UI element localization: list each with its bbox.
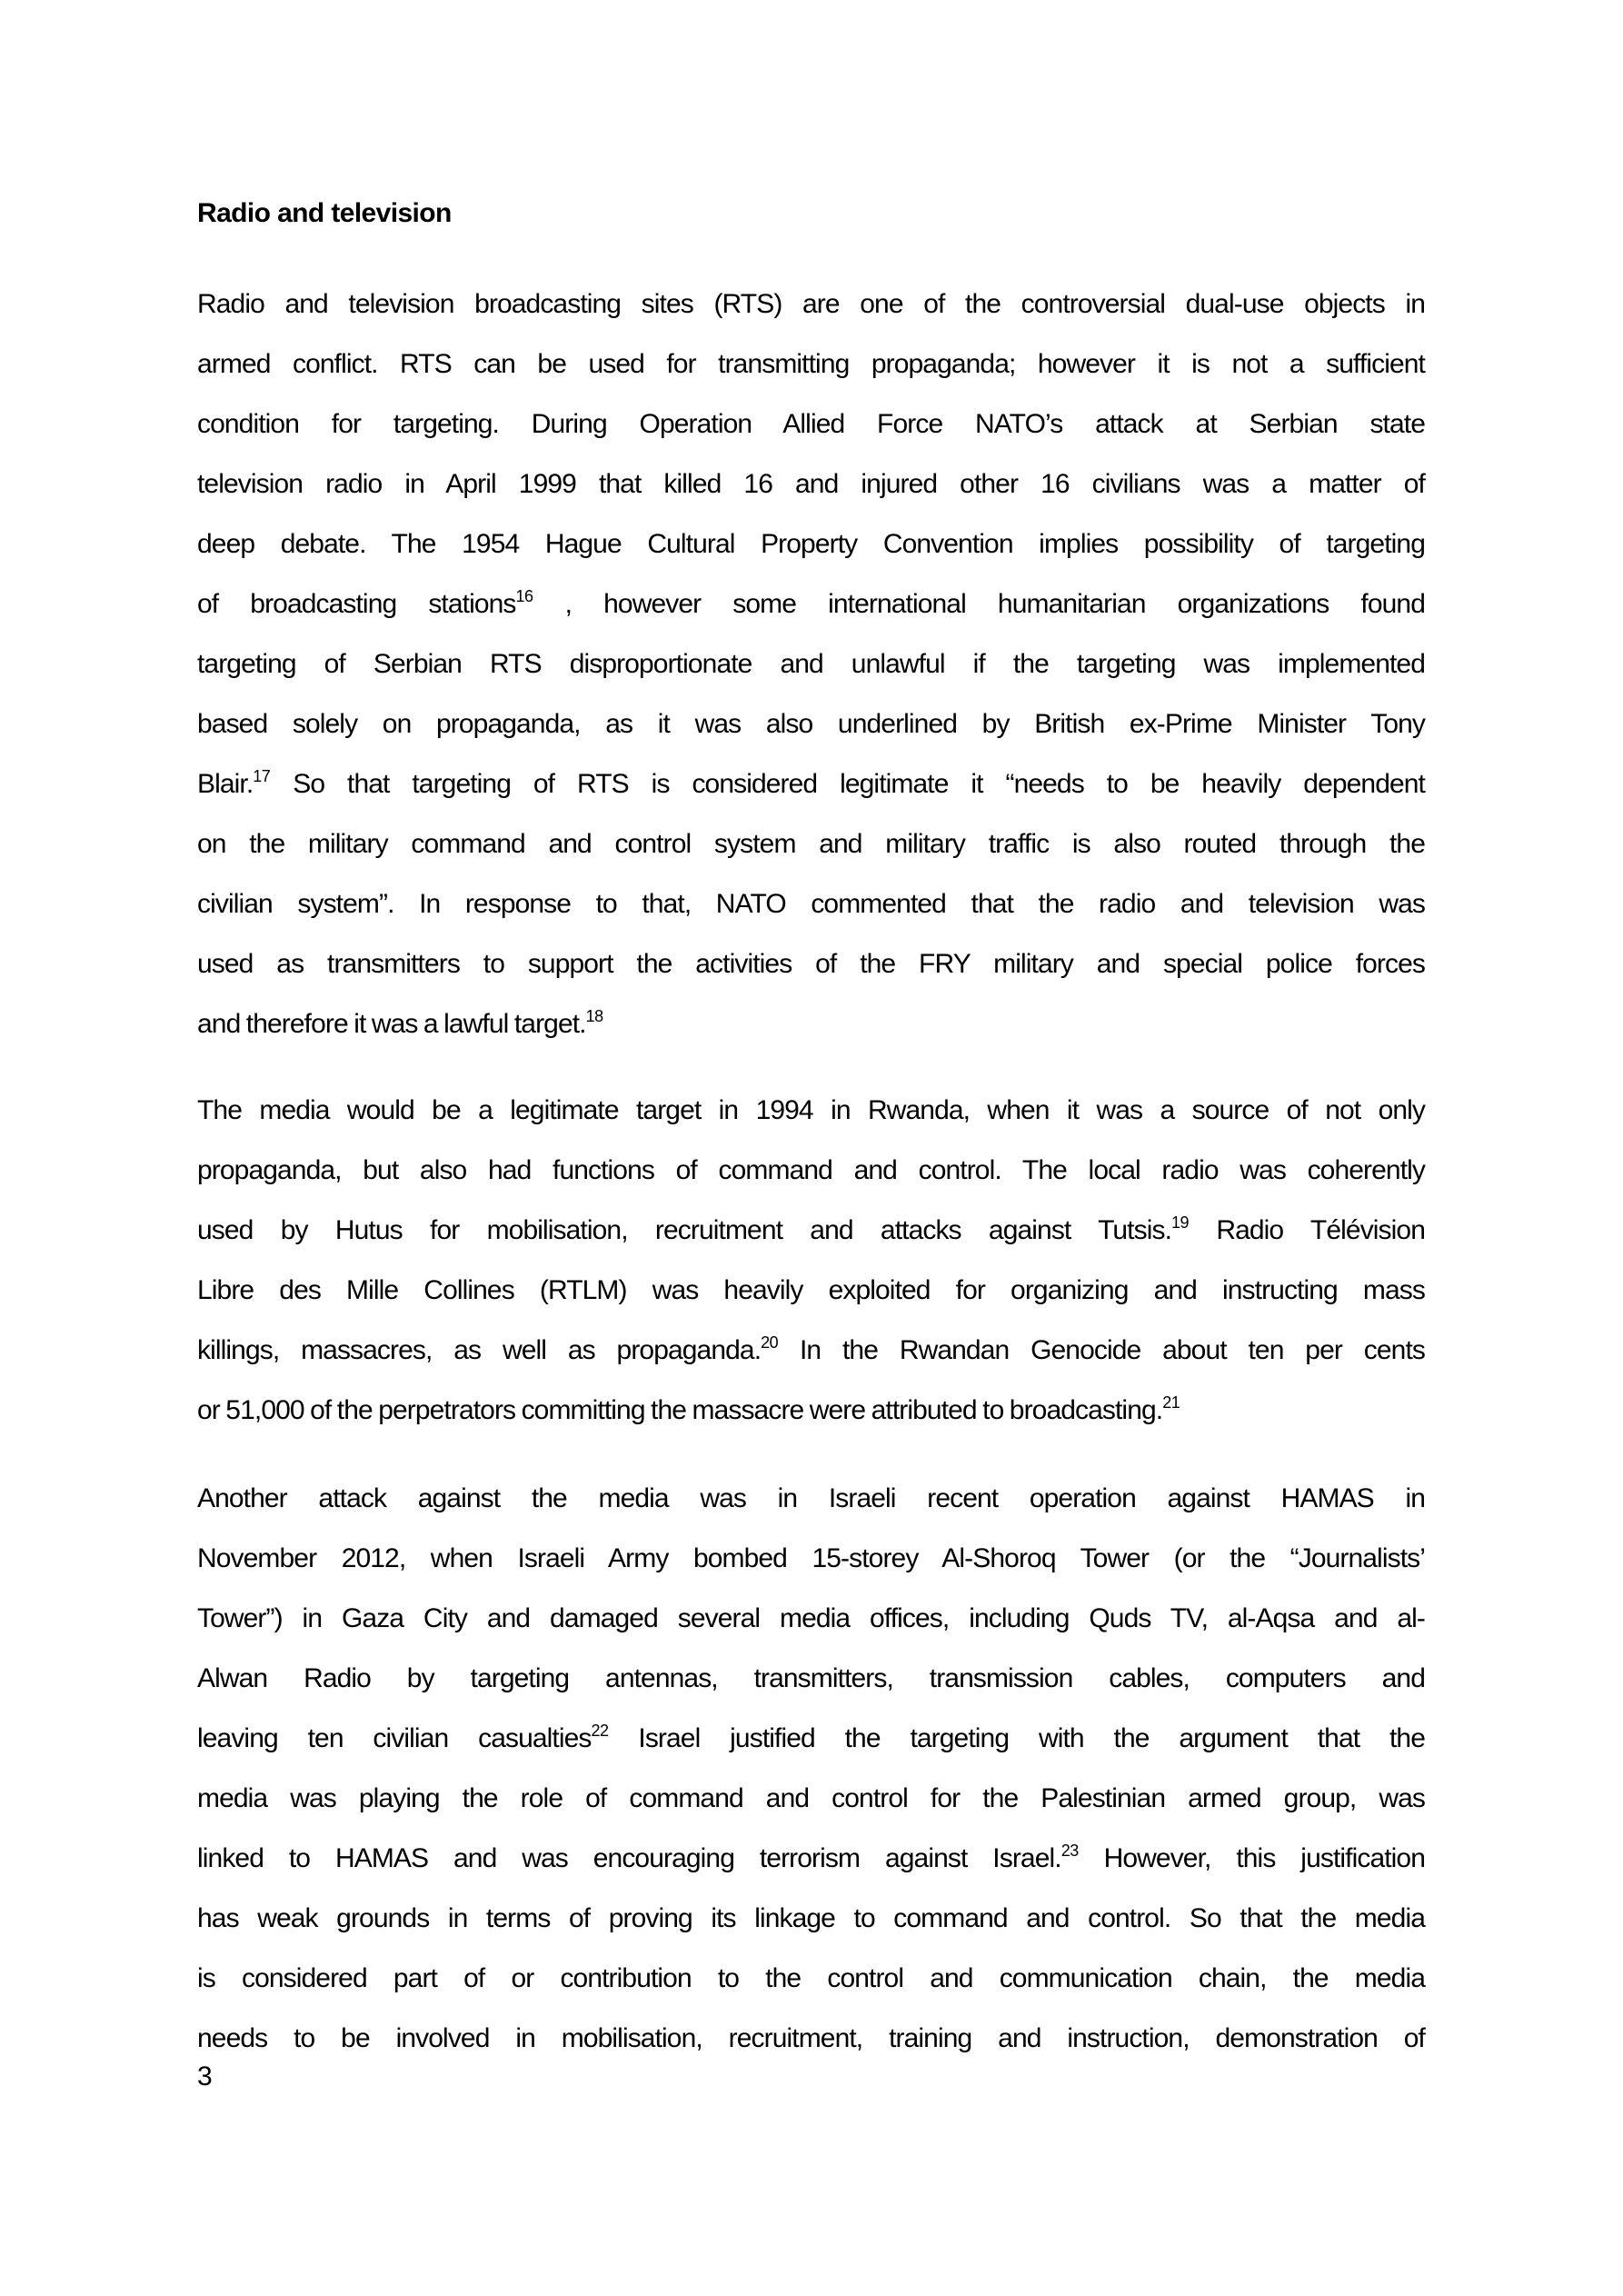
text-line bbox=[197, 454, 1425, 514]
footnote-reference[interactable]: 22 bbox=[591, 1722, 609, 1740]
paragraph-1 bbox=[197, 275, 1425, 1054]
line-text-continued: So that targeting of RTS is considered legitimate it “needs to be heavily dependent bbox=[270, 769, 1425, 799]
paragraph-2 bbox=[197, 1081, 1425, 1441]
line-text-continued: In the Rwandan Genocide about ten per cents bbox=[778, 1335, 1425, 1365]
line-text: linked to HAMAS and was encouraging terrorism against Israel. bbox=[197, 1843, 1061, 1873]
line-text: leaving ten civilian casualties bbox=[197, 1723, 592, 1753]
line-text: needs to be involved in mobilisation, recruitment, training and instruction, demonstration of bbox=[197, 2023, 1425, 2053]
line-text: The media would be a legitimate target in 1994 in Rwanda, when it was a source of not only bbox=[197, 1095, 1425, 1125]
text-line bbox=[197, 574, 1425, 634]
line-text: November 2012, when Israeli Army bombed 15-storey Al-Shoroq Tower (or the “Journalists’ bbox=[197, 1543, 1425, 1573]
text-line bbox=[197, 1321, 1425, 1381]
line-text: Alwan Radio by targeting antennas, transmitters, transmission cables, computers and bbox=[197, 1663, 1425, 1693]
text-line bbox=[197, 514, 1425, 574]
footnote-reference[interactable]: 20 bbox=[761, 1333, 779, 1352]
section-heading: Radio and television bbox=[197, 198, 452, 228]
text-line bbox=[197, 1769, 1425, 1829]
footnote-reference[interactable]: 23 bbox=[1060, 1842, 1079, 1860]
line-text: Tower”) in Gaza City and damaged several media offices, including Quds TV, al-Aqsa and al- bbox=[197, 1603, 1425, 1633]
text-line bbox=[197, 1949, 1425, 2009]
footnote-reference[interactable]: 19 bbox=[1171, 1213, 1190, 1232]
footnote-reference[interactable]: 16 bbox=[515, 587, 533, 605]
text-line bbox=[197, 934, 1425, 994]
text-line bbox=[197, 275, 1425, 334]
line-text: armed conflict. RTS can be used for transmitting propaganda; however it is not a sufficient bbox=[197, 349, 1425, 379]
line-text: civilian system”. In response to that, NATO commented that the radio and television was bbox=[197, 889, 1425, 919]
text-line bbox=[197, 1141, 1425, 1201]
text-line bbox=[197, 994, 1425, 1054]
text-line bbox=[197, 1381, 1425, 1441]
text-line bbox=[197, 1529, 1425, 1589]
line-text-continued: However, this justification bbox=[1078, 1843, 1426, 1873]
line-text: Libre des Mille Collines (RTLM) was heavily exploited for organizing and instructing mass bbox=[197, 1275, 1425, 1305]
line-text: based solely on propaganda, as it was also underlined by British ex-Prime Minister Tony bbox=[197, 709, 1425, 739]
line-text: is considered part of or contribution to the control and communication chain, the media bbox=[197, 1963, 1425, 1993]
line-text: targeting of Serbian RTS disproportionate and unlawful if the targeting was implemented bbox=[197, 649, 1425, 679]
line-text: Another attack against the media was in Israeli recent operation against HAMAS in bbox=[197, 1483, 1425, 1513]
paragraph-3 bbox=[197, 1469, 1425, 2069]
line-text: propaganda, but also had functions of command and control. The local radio was coherently bbox=[197, 1155, 1425, 1185]
text-line bbox=[197, 1201, 1425, 1261]
footnote-reference[interactable]: 21 bbox=[1162, 1393, 1180, 1412]
line-text: or 51,000 of the perpetrators committing the massacre were attributed to broadcasting. bbox=[197, 1395, 1163, 1425]
text-line bbox=[197, 1889, 1425, 1949]
text-line bbox=[197, 334, 1425, 394]
text-line bbox=[197, 1709, 1425, 1769]
line-text: deep debate. The 1954 Hague Cultural Property Convention implies possibility of targeting bbox=[197, 529, 1425, 559]
page-number: 3 bbox=[197, 2061, 213, 2091]
text-line bbox=[197, 2009, 1425, 2069]
line-text: condition for targeting. During Operation Allied Force NATO’s attack at Serbian state bbox=[197, 409, 1425, 439]
line-text: of broadcasting stations bbox=[197, 589, 516, 619]
line-text: on the military command and control system and military traffic is also routed through the bbox=[197, 829, 1425, 859]
line-text: used by Hutus for mobilisation, recruitment and attacks against Tutsis. bbox=[197, 1215, 1172, 1245]
line-text: has weak grounds in terms of proving its linkage to command and control. So that the media bbox=[197, 1903, 1425, 1933]
footnote-reference[interactable]: 18 bbox=[585, 1007, 603, 1025]
text-line bbox=[197, 754, 1425, 814]
line-text: and therefore it was a lawful target. bbox=[197, 1009, 586, 1039]
text-line bbox=[197, 1469, 1425, 1529]
text-line bbox=[197, 1261, 1425, 1321]
line-text: television radio in April 1999 that killed 16 and injured other 16 civilians was a matter of bbox=[197, 469, 1425, 499]
line-text: used as transmitters to support the activities of the FRY military and special police forces bbox=[197, 949, 1425, 979]
text-line bbox=[197, 1649, 1425, 1709]
line-text: media was playing the role of command and control for the Palestinian armed group, was bbox=[197, 1783, 1425, 1813]
line-text: Radio and television broadcasting sites (RTS) are one of the controversial dual-use objects in bbox=[197, 289, 1425, 319]
text-line bbox=[197, 394, 1425, 454]
text-line bbox=[197, 874, 1425, 934]
line-text: Blair. bbox=[197, 769, 254, 799]
line-text-continued: , however some international humanitarian organizations found bbox=[533, 589, 1426, 619]
line-text: killings, massacres, as well as propaganda. bbox=[197, 1335, 762, 1365]
text-line bbox=[197, 1589, 1425, 1649]
line-text-continued: Israel justified the targeting with the argument that the bbox=[608, 1723, 1426, 1753]
text-line bbox=[197, 1829, 1425, 1889]
text-line bbox=[197, 634, 1425, 694]
footnote-reference[interactable]: 17 bbox=[253, 767, 271, 785]
text-line bbox=[197, 814, 1425, 874]
text-line bbox=[197, 1081, 1425, 1141]
line-text-continued: Radio Télévision bbox=[1189, 1215, 1425, 1245]
text-line bbox=[197, 694, 1425, 754]
